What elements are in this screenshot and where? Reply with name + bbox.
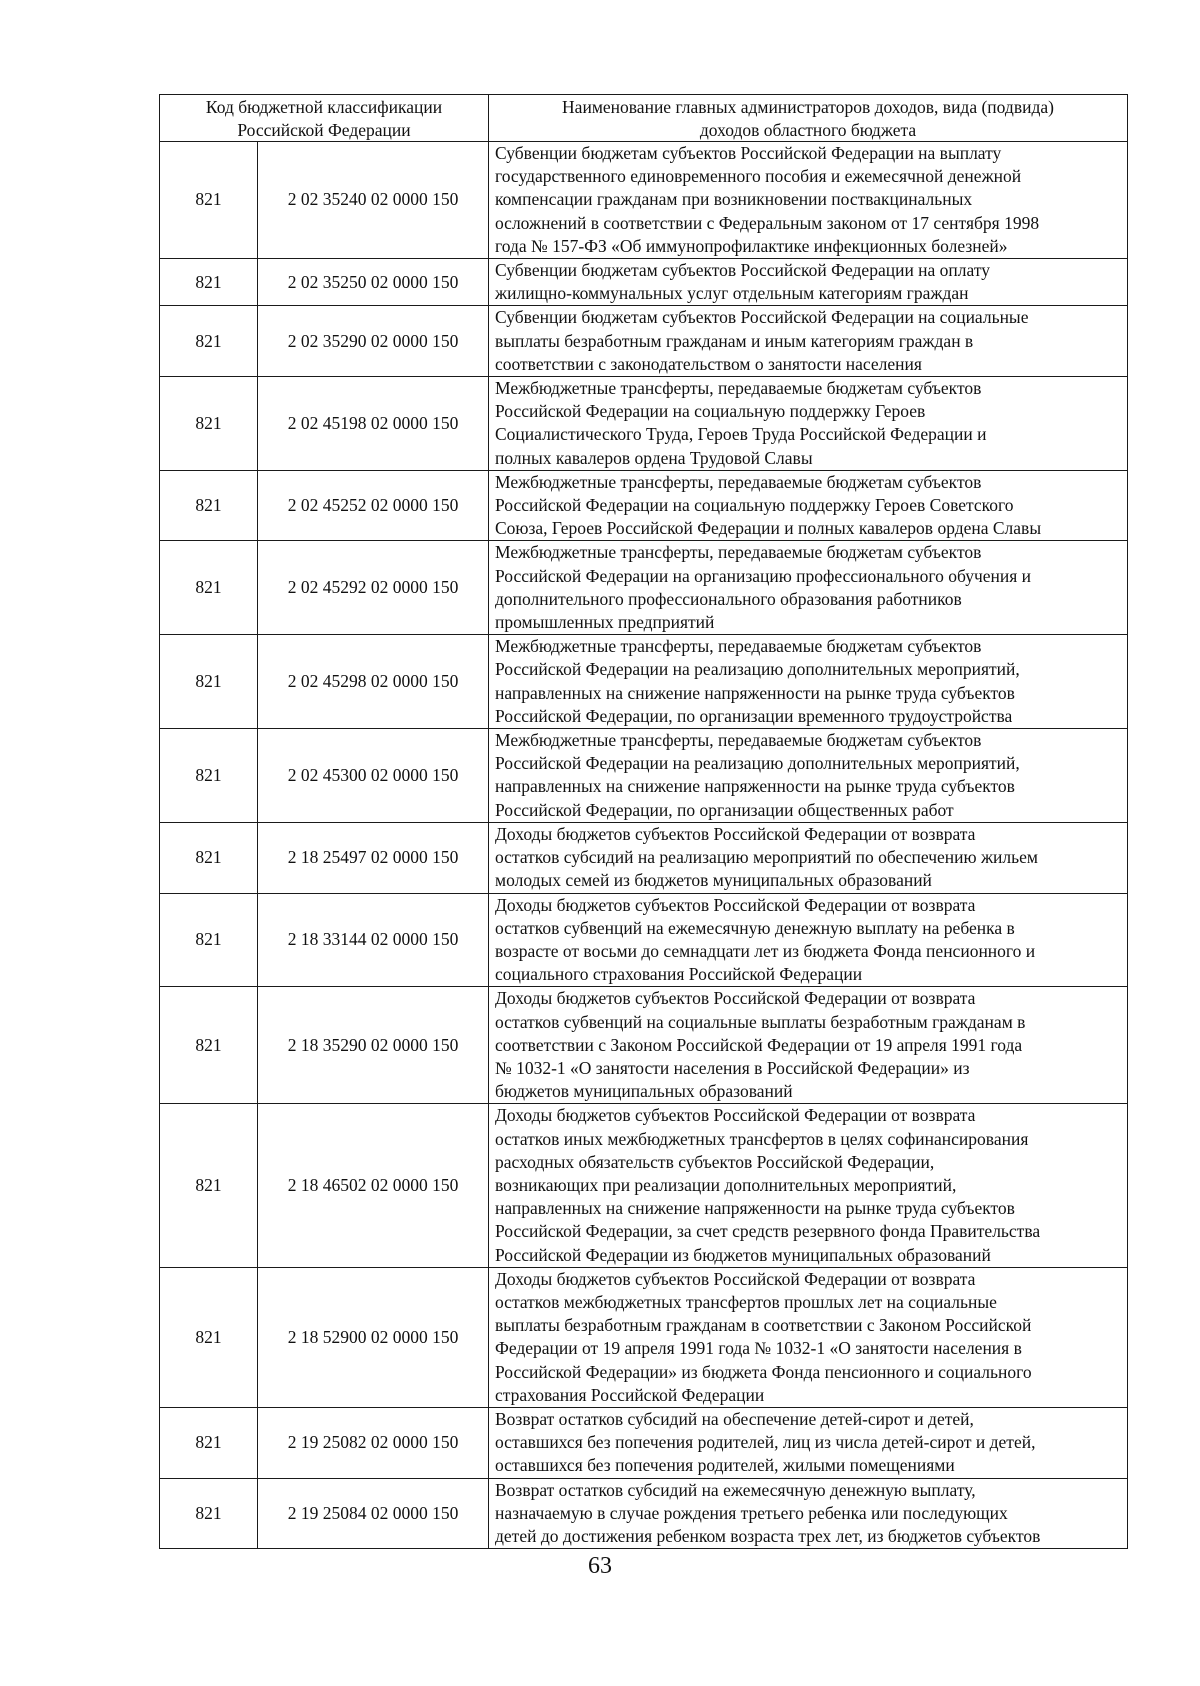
- table-row: [160, 893, 1128, 987]
- budget-code-cell: 2 02 45198 02 0000 150: [258, 377, 489, 471]
- revenue-name-line: остатков субсидий на реализацию мероприятий по обеспечению жильем: [495, 847, 1038, 868]
- revenue-name-line: № 1032-1 «О занятости населения в Российской Федерации» из: [495, 1057, 970, 1078]
- revenue-name-line: Российской Федерации» из бюджета Фонда пенсионного и социального: [495, 1361, 1032, 1382]
- header-line: доходов областного бюджета: [699, 119, 917, 140]
- table-row: [160, 259, 1128, 306]
- revenue-name-line: детей до достижения ребенком возраста трех лет, из бюджетов субъектов: [495, 1525, 1041, 1546]
- revenue-name-cell: [489, 470, 1128, 541]
- table-row: [160, 306, 1128, 377]
- admin-code-cell: 821: [160, 306, 258, 377]
- revenue-name-cell: [489, 142, 1128, 259]
- admin-code-cell: 821: [160, 541, 258, 635]
- revenue-name-line: Российской Федерации на реализацию дополнительных мероприятий,: [495, 753, 1020, 774]
- table-row: [160, 1267, 1128, 1407]
- revenue-name-line: Субвенции бюджетам субъектов Российской Федерации на выплату: [495, 143, 1002, 163]
- admin-code-cell: 821: [160, 259, 258, 306]
- revenue-name-line: Российской Федерации на реализацию дополнительных мероприятий,: [495, 659, 1020, 680]
- revenue-name-line: соответствии с Законом Российской Федерации от 19 апреля 1991 года: [495, 1034, 1023, 1055]
- revenue-name-cell: [489, 1407, 1128, 1478]
- revenue-name-line: расходных обязательств субъектов Российской Федерации,: [495, 1151, 935, 1172]
- revenue-name-line: Межбюджетные трансферты, передаваемые бюджетам субъектов: [495, 730, 982, 751]
- revenue-name-line: направленных на снижение напряженности на рынке труда субъектов: [495, 682, 1015, 703]
- revenue-name-line: Субвенции бюджетам субъектов Российской Федерации на социальные: [495, 307, 1029, 328]
- revenue-name-line: компенсации гражданам при возникновении поствакцинальных: [495, 189, 973, 210]
- revenue-name-line: остатков субвенций на социальные выплаты безработным гражданам в: [495, 1011, 1026, 1032]
- admin-code-cell: 821: [160, 1104, 258, 1267]
- revenue-name-cell: [489, 1267, 1128, 1407]
- admin-code-cell: 821: [160, 470, 258, 541]
- budget-code-cell: 2 18 33144 02 0000 150: [258, 893, 489, 987]
- table-row: [160, 987, 1128, 1104]
- revenue-name-line: Межбюджетные трансферты, передаваемые бюджетам субъектов: [495, 542, 982, 563]
- admin-code-cell: 821: [160, 1407, 258, 1478]
- revenue-name-line: страхования Российской Федерации: [495, 1384, 765, 1405]
- revenue-name-line: Российской Федерации на социальную поддержку Героев: [495, 401, 926, 422]
- admin-code-cell: 821: [160, 635, 258, 729]
- revenue-name-line: Межбюджетные трансферты, передаваемые бюджетам субъектов: [495, 378, 982, 399]
- revenue-name-cell: [489, 729, 1128, 823]
- admin-code-cell: 821: [160, 377, 258, 471]
- table-row: [160, 822, 1128, 893]
- header-line: Наименование главных администраторов доходов, вида (подвида): [562, 97, 1054, 117]
- table-row: [160, 541, 1128, 635]
- revenue-name-line: Межбюджетные трансферты, передаваемые бюджетам субъектов: [495, 636, 982, 657]
- table-row: [160, 377, 1128, 471]
- revenue-name-line: социального страхования Российской Федерации: [495, 964, 863, 985]
- revenue-name-line: оставшихся без попечения родителей, лиц из числа детей-сирот и детей,: [495, 1432, 1036, 1453]
- revenue-name-line: Доходы бюджетов субъектов Российской Федерации от возврата: [495, 1105, 976, 1126]
- budget-code-cell: 2 02 45298 02 0000 150: [258, 635, 489, 729]
- revenue-name-line: Возврат остатков субсидий на обеспечение детей-сирот и детей,: [495, 1408, 974, 1429]
- admin-code-cell: 821: [160, 1267, 258, 1407]
- table-row: [160, 635, 1128, 729]
- revenue-name-line: назначаемую в случае рождения третьего ребенка или последующих: [495, 1502, 1008, 1523]
- revenue-name-line: Доходы бюджетов субъектов Российской Федерации от возврата: [495, 894, 976, 915]
- revenue-name-cell: [489, 1478, 1128, 1549]
- revenue-name-line: остатков иных межбюджетных трансфертов в целях софинансирования: [495, 1128, 1029, 1149]
- revenue-name-line: остатков субвенций на ежемесячную денежную выплату на ребенка в: [495, 917, 1015, 938]
- revenue-name-line: осложнений в соответствии с Федеральным законом от 17 сентября 1998: [495, 212, 1040, 233]
- revenue-name-cell: [489, 1104, 1128, 1267]
- budget-classification-table: [159, 94, 1128, 1549]
- revenue-name-line: Российской Федерации, за счет средств резервного фонда Правительства: [495, 1221, 1041, 1242]
- revenue-name-line: молодых семей из бюджетов муниципальных образований: [495, 870, 932, 891]
- revenue-name-line: направленных на снижение напряженности на рынке труда субъектов: [495, 1198, 1015, 1219]
- revenue-name-line: Субвенции бюджетам субъектов Российской Федерации на оплату: [495, 260, 991, 281]
- header-code-column: [160, 95, 489, 142]
- revenue-name-line: Российской Федерации на организацию профессионального обучения и: [495, 565, 1032, 586]
- budget-code-cell: 2 02 35290 02 0000 150: [258, 306, 489, 377]
- revenue-name-cell: [489, 822, 1128, 893]
- header-line: Российской Федерации: [237, 119, 411, 140]
- admin-code-cell: 821: [160, 142, 258, 259]
- revenue-name-line: промышленных предприятий: [495, 612, 715, 633]
- table-row: [160, 142, 1128, 259]
- budget-code-cell: 2 02 45300 02 0000 150: [258, 729, 489, 823]
- table-row: [160, 1104, 1128, 1267]
- revenue-name-cell: [489, 259, 1128, 306]
- header-line: Код бюджетной классификации: [205, 97, 443, 117]
- revenue-name-line: Федерации от 19 апреля 1991 года № 1032-1 «О занятости населения в: [495, 1338, 1022, 1359]
- budget-code-cell: 2 02 35250 02 0000 150: [258, 259, 489, 306]
- revenue-name-line: направленных на снижение напряженности на рынке труда субъектов: [495, 776, 1015, 797]
- table-header-row: [160, 95, 1128, 142]
- revenue-name-line: Доходы бюджетов субъектов Российской Федерации от возврата: [495, 1268, 976, 1289]
- revenue-name-line: возрасте от восьми до семнадцати лет из бюджета Фонда пенсионного и: [495, 940, 1036, 961]
- budget-code-cell: 2 19 25082 02 0000 150: [258, 1407, 489, 1478]
- table-row: [160, 1407, 1128, 1478]
- revenue-name-line: Доходы бюджетов субъектов Российской Федерации от возврата: [495, 988, 976, 1009]
- revenue-name-cell: [489, 377, 1128, 471]
- admin-code-cell: 821: [160, 729, 258, 823]
- revenue-name-line: оставшихся без попечения родителей, жилыми помещениями: [495, 1455, 955, 1476]
- table-row: [160, 1478, 1128, 1549]
- page-number: 63: [588, 1553, 612, 1579]
- budget-code-cell: 2 18 46502 02 0000 150: [258, 1104, 489, 1267]
- budget-code-cell: 2 18 25497 02 0000 150: [258, 822, 489, 893]
- revenue-name-line: Российской Федерации из бюджетов муниципальных образований: [495, 1244, 991, 1265]
- revenue-name-line: Российской Федерации, по организации общественных работ: [495, 799, 954, 820]
- revenue-name-line: Союза, Героев Российской Федерации и полных кавалеров ордена Славы: [495, 518, 1042, 539]
- revenue-name-cell: [489, 987, 1128, 1104]
- revenue-name-line: Возврат остатков субсидий на ежемесячную денежную выплату,: [495, 1479, 976, 1500]
- revenue-name-cell: [489, 306, 1128, 377]
- revenue-name-line: Российской Федерации, по организации временного трудоустройства: [495, 705, 1013, 726]
- table-row: [160, 729, 1128, 823]
- revenue-name-line: Доходы бюджетов субъектов Российской Федерации от возврата: [495, 823, 976, 844]
- admin-code-cell: 821: [160, 822, 258, 893]
- revenue-name-line: возникающих при реализации дополнительных мероприятий,: [495, 1174, 957, 1195]
- table-row: [160, 470, 1128, 541]
- revenue-name-line: Социалистического Труда, Героев Труда Российской Федерации и: [495, 424, 987, 445]
- revenue-name-line: года № 157-ФЗ «Об иммунопрофилактике инфекционных болезней»: [495, 235, 1008, 256]
- table-body: [160, 142, 1128, 1549]
- revenue-name-line: Российской Федерации на социальную поддержку Героев Советского: [495, 495, 1014, 516]
- revenue-name-line: государственного единовременного пособия и ежемесячной денежной: [495, 166, 1022, 187]
- admin-code-cell: 821: [160, 893, 258, 987]
- admin-code-cell: 821: [160, 1478, 258, 1549]
- revenue-name-cell: [489, 893, 1128, 987]
- budget-code-cell: 2 18 52900 02 0000 150: [258, 1267, 489, 1407]
- budget-code-cell: 2 02 45252 02 0000 150: [258, 470, 489, 541]
- revenue-name-line: дополнительного профессионального образования работников: [495, 588, 962, 609]
- revenue-name-line: Межбюджетные трансферты, передаваемые бюджетам субъектов: [495, 471, 982, 492]
- revenue-name-cell: [489, 541, 1128, 635]
- revenue-name-cell: [489, 635, 1128, 729]
- revenue-name-line: жилищно-коммунальных услуг отдельным категориям граждан: [495, 283, 969, 304]
- admin-code-cell: 821: [160, 987, 258, 1104]
- revenue-name-line: выплаты безработным гражданам в соответствии с Законом Российской: [495, 1315, 1032, 1336]
- revenue-name-line: бюджетов муниципальных образований: [495, 1081, 793, 1102]
- budget-code-cell: 2 18 35290 02 0000 150: [258, 987, 489, 1104]
- budget-code-cell: 2 02 35240 02 0000 150: [258, 142, 489, 259]
- budget-code-cell: 2 19 25084 02 0000 150: [258, 1478, 489, 1549]
- revenue-name-line: полных кавалеров ордена Трудовой Славы: [495, 447, 813, 468]
- revenue-name-line: выплаты безработным гражданам и иным категориям граждан в: [495, 330, 974, 351]
- revenue-name-line: остатков межбюджетных трансфертов прошлых лет на социальные: [495, 1291, 997, 1312]
- budget-code-cell: 2 02 45292 02 0000 150: [258, 541, 489, 635]
- header-name-column: [489, 95, 1128, 142]
- revenue-name-line: соответствии с законодательством о занятости населения: [495, 353, 922, 374]
